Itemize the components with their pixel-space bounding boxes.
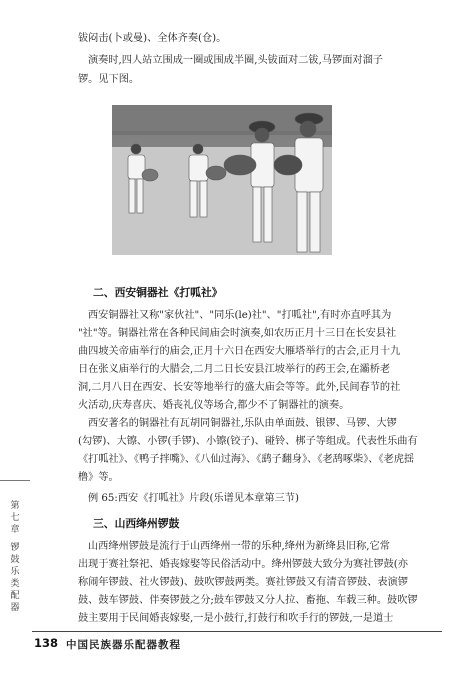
sidebar-chapter: 第七章 <box>10 500 20 535</box>
section3-line5: 鼓主要用于民间婚丧嫁娶,一是小鼓行,打鼓行和吹手行的锣鼓,一是道士 <box>78 613 394 624</box>
page-number: 138 <box>34 636 59 650</box>
section3-line2: 出现于赛社祭祀、婚丧嫁娶等民俗活动中。绛州锣鼓大致分为赛社锣鼓(亦 <box>78 559 408 570</box>
chapter-sidebar-text <box>8 500 22 614</box>
section2-para1-line5: 洞,二月八日在西安、长安等地举行的盛大庙会等等。此外,民间春节的社 <box>78 382 401 393</box>
section2-para2-line1: 西安著名的铜器社有瓦胡同铜器社,乐队由单面鼓、银锣、马锣、大锣 <box>88 418 397 429</box>
section2-para1-line6: 火活动,庆寿喜庆、婚丧礼仪等场合,都少不了铜器社的演奏。 <box>78 400 350 411</box>
section2-para1-line1: 西安铜器社又称"家伙社"、"同乐(le)社"、"打呱社",有时亦直呼其为 <box>88 310 392 321</box>
section2-para1-line2: "社"等。铜器社常在各种民间庙会时演奏,如农历正月十三日在长安县社 <box>78 328 397 339</box>
sidebar-topic: 锣鼓乐类配器 <box>10 542 20 613</box>
music-example-caption: 例 65:西安《打呱社》片段(乐谱见本章第三节) <box>88 493 299 504</box>
performers-illustration <box>112 105 332 255</box>
body-line-1: 钹闷击(卜或曼)、全体齐奏(仓)。 <box>78 33 227 44</box>
section3-line3: 称闹年锣鼓、社火锣鼓)、鼓吹锣鼓两类。赛社锣鼓又有清音锣鼓、表演锣 <box>78 577 408 588</box>
section2-para2-line3: 《打呱社》、《鸭子拌嘴》、《八仙过海》、《鹞子翻身》、《老鸹啄柴》、《老虎揺 <box>78 454 415 465</box>
section3-line1: 山西绛州锣鼓是流行于山西绛州一带的乐种,绛州为新绛县旧称,它常 <box>88 541 390 552</box>
book-title: 中国民族器乐配器教程 <box>66 639 181 651</box>
section2-para1-line3: 曲四坡关帝庙举行的庙会,正月十六日在西安大雁塔举行的古会,正月十九 <box>78 346 401 357</box>
footer-rule <box>32 631 442 632</box>
section2-para2-line4: 橹》等。 <box>78 472 119 483</box>
performance-photo <box>112 105 332 255</box>
section2-para1-line4: 日在张义庙举行的大腊会,二月二日长安县江坡举行的药王会,在灞桥老 <box>78 364 391 375</box>
section-heading-jiangzhou: 三、山西绛州锣鼓 <box>93 517 180 530</box>
section3-line4: 鼓、鼓车锣鼓、伴奏锣鼓之分;鼓车锣鼓又分人拉、畜拖、车载三种。鼓吹锣 <box>78 595 418 606</box>
body-line-3: 锣。见下图。 <box>78 74 140 85</box>
body-line-2: 演奏时,四人站立围成一圈或围成半圈,头钹面对二钹,马锣面对溜子 <box>88 55 383 66</box>
section2-para2-line2: (勾锣)、大镲、小锣(手锣)、小镲(铰子)、碰铃、梆子等组成。代表性乐曲有 <box>78 436 418 447</box>
section-heading-xian: 二、西安铜器社《打呱社》 <box>93 286 223 299</box>
